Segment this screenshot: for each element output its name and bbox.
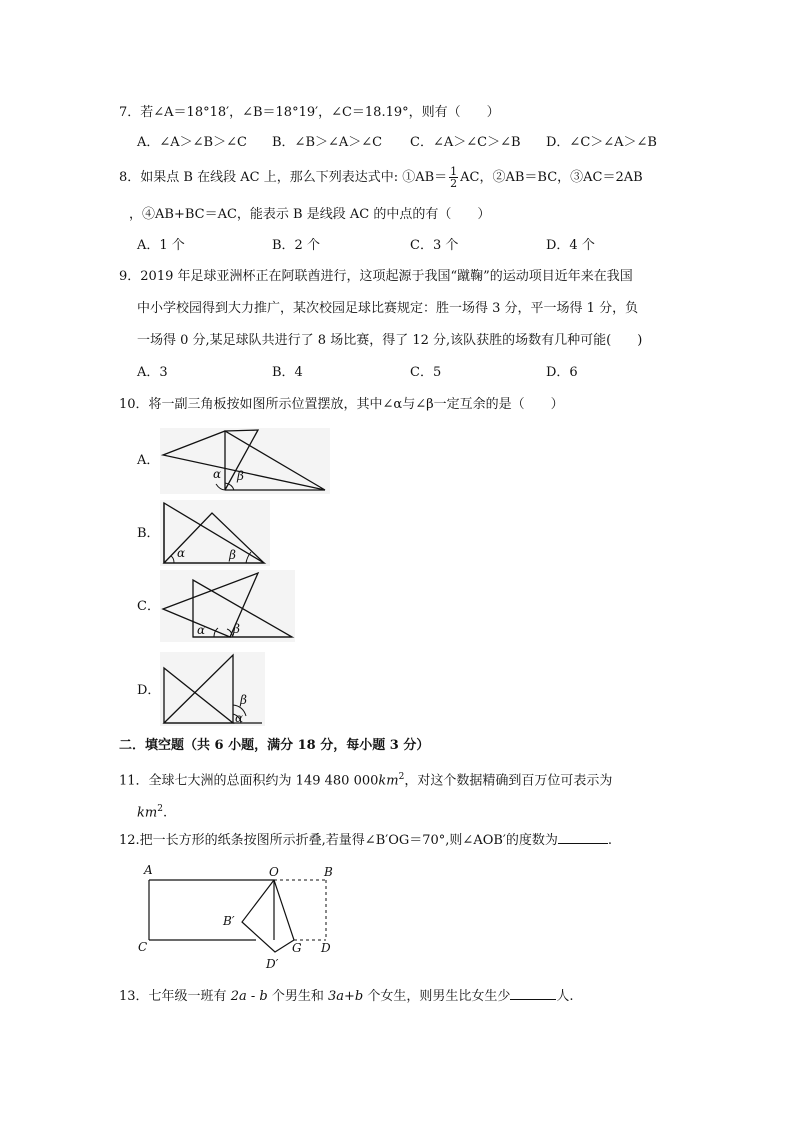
- q12-text-a: 12.把一长方形的纸条按图所示折叠,若量得∠B′OG＝70°,则∠AOB′的度数为: [119, 833, 558, 848]
- q13-answer-blank[interactable]: [510, 998, 556, 1000]
- q11-unit-sup: 2: [398, 772, 405, 782]
- q7-stem: 7．若∠A＝18°18′，∠B＝18°19′，∠C＝18.19°，则有（ ）: [119, 105, 500, 120]
- section2-title: 二．填空题（共 6 小题，满分 18 分，每小题 3 分）: [119, 738, 430, 753]
- q8-option-c: C．3 个: [410, 238, 459, 253]
- q8-stem-line2: ，④AB+BC＝AC，能表示 B 是线段 AC 的中点的有（ ）: [129, 207, 491, 222]
- q11-unit: km: [378, 773, 399, 789]
- q10-label-c: C．: [137, 599, 160, 614]
- q13-text-b: 个男生和: [267, 989, 328, 1004]
- q10-a-beta: β: [237, 469, 244, 483]
- q10-b-alpha: α: [177, 546, 186, 560]
- q10-label-b: B．: [137, 526, 160, 541]
- q10-figure-b: [160, 500, 270, 566]
- q12-label-g: G: [292, 941, 302, 955]
- q11-line2: [137, 800, 167, 822]
- q10-label-a: A．: [137, 453, 160, 468]
- q13-expr-girls: 3a+b: [327, 989, 364, 1004]
- q8-option-d: D．4 个: [546, 238, 595, 253]
- q13-text-c: 个女生，则男生比女生少: [363, 989, 511, 1004]
- q12-label-c: C: [138, 940, 148, 954]
- q10-d-beta: β: [240, 693, 247, 707]
- q12-label-o: O: [269, 865, 279, 879]
- q8-frac-num: 1: [450, 165, 458, 178]
- q9-line2: 中小学校园得到大力推广，某次校园足球比赛规定：胜一场得 3 分，平一场得 1 分，负: [137, 301, 639, 316]
- q7-option-a: A．∠A＞∠B＞∠C: [137, 135, 247, 150]
- q12-figure: [136, 860, 346, 975]
- q12-label-bp: B′: [223, 914, 235, 928]
- q12-text-b: .: [607, 833, 613, 848]
- q11-unit-2: km: [137, 805, 158, 821]
- q11-line1: [119, 768, 612, 790]
- q7-option-d: D．∠C＞∠A＞∠B: [546, 135, 657, 150]
- q10-figure-c: [160, 570, 295, 642]
- q12-label-dp: D′: [266, 957, 279, 971]
- q12-stem: [119, 832, 612, 850]
- q7-option-b: B．∠B＞∠A＞∠C: [272, 135, 383, 150]
- q9-line3: 一场得 0 分,某足球队共进行了 8 场比赛，得了 12 分,该队获胜的场数有几种可能( ): [137, 333, 643, 348]
- q8-option-b: B．2 个: [272, 238, 320, 253]
- q9-option-d: D．6: [546, 365, 578, 380]
- q7-option-c: C．∠A＞∠C＞∠B: [410, 135, 521, 150]
- q9-option-a: A．3: [137, 365, 168, 380]
- q13-expr-boys: 2a - b: [230, 989, 268, 1004]
- q11-text-b: ，对这个数据精确到百万位可表示为: [404, 773, 613, 789]
- q9-option-c: C．5: [410, 365, 442, 380]
- q8-stem-part-a: 8．如果点 B 在线段 AC 上，那么下列表达式中: ①AB＝: [119, 170, 448, 185]
- q13-stem: [119, 988, 574, 1006]
- q11-unit-sup-2: 2: [157, 804, 163, 814]
- q10-c-alpha: α: [197, 623, 206, 637]
- q10-c-beta: β: [233, 622, 240, 636]
- q12-label-a: A: [144, 863, 153, 877]
- q11-text-a: 11．全球七大洲的总面积约为 149 480 000: [119, 773, 379, 789]
- q12-label-b: B: [324, 865, 333, 879]
- q10-label-d: D．: [137, 683, 161, 698]
- q10-figure-a: [160, 428, 330, 494]
- q10-a-alpha: α: [213, 467, 222, 481]
- q8-option-a: A．1 个: [137, 238, 185, 253]
- q8-fraction: [449, 166, 458, 189]
- q9-option-b: B．4: [272, 365, 303, 380]
- q11-line2-tail: .: [162, 805, 168, 821]
- q8-stem-line1: [119, 166, 643, 189]
- q10-d-alpha: α: [235, 711, 244, 725]
- q10-figure-d: [160, 652, 265, 726]
- q12-answer-blank[interactable]: [558, 842, 608, 844]
- q8-frac-den: 2: [450, 177, 458, 190]
- q10-stem: 10．将一副三角板按如图所示位置摆放，其中∠α与∠β一定互余的是（ ）: [119, 397, 564, 412]
- q12-label-d: D: [321, 941, 331, 955]
- q10-b-beta: β: [229, 548, 236, 562]
- q13-text-a: 13．七年级一班有: [119, 989, 231, 1004]
- q9-line1: 9．2019 年足球亚洲杯正在阿联酋进行，这项起源于我国“蹴鞠”的运动项目近年来在我国: [119, 269, 633, 284]
- q13-text-d: 人.: [556, 989, 574, 1004]
- q8-stem-part-b: AC，②AB＝BC，③AC＝2AB: [460, 170, 643, 185]
